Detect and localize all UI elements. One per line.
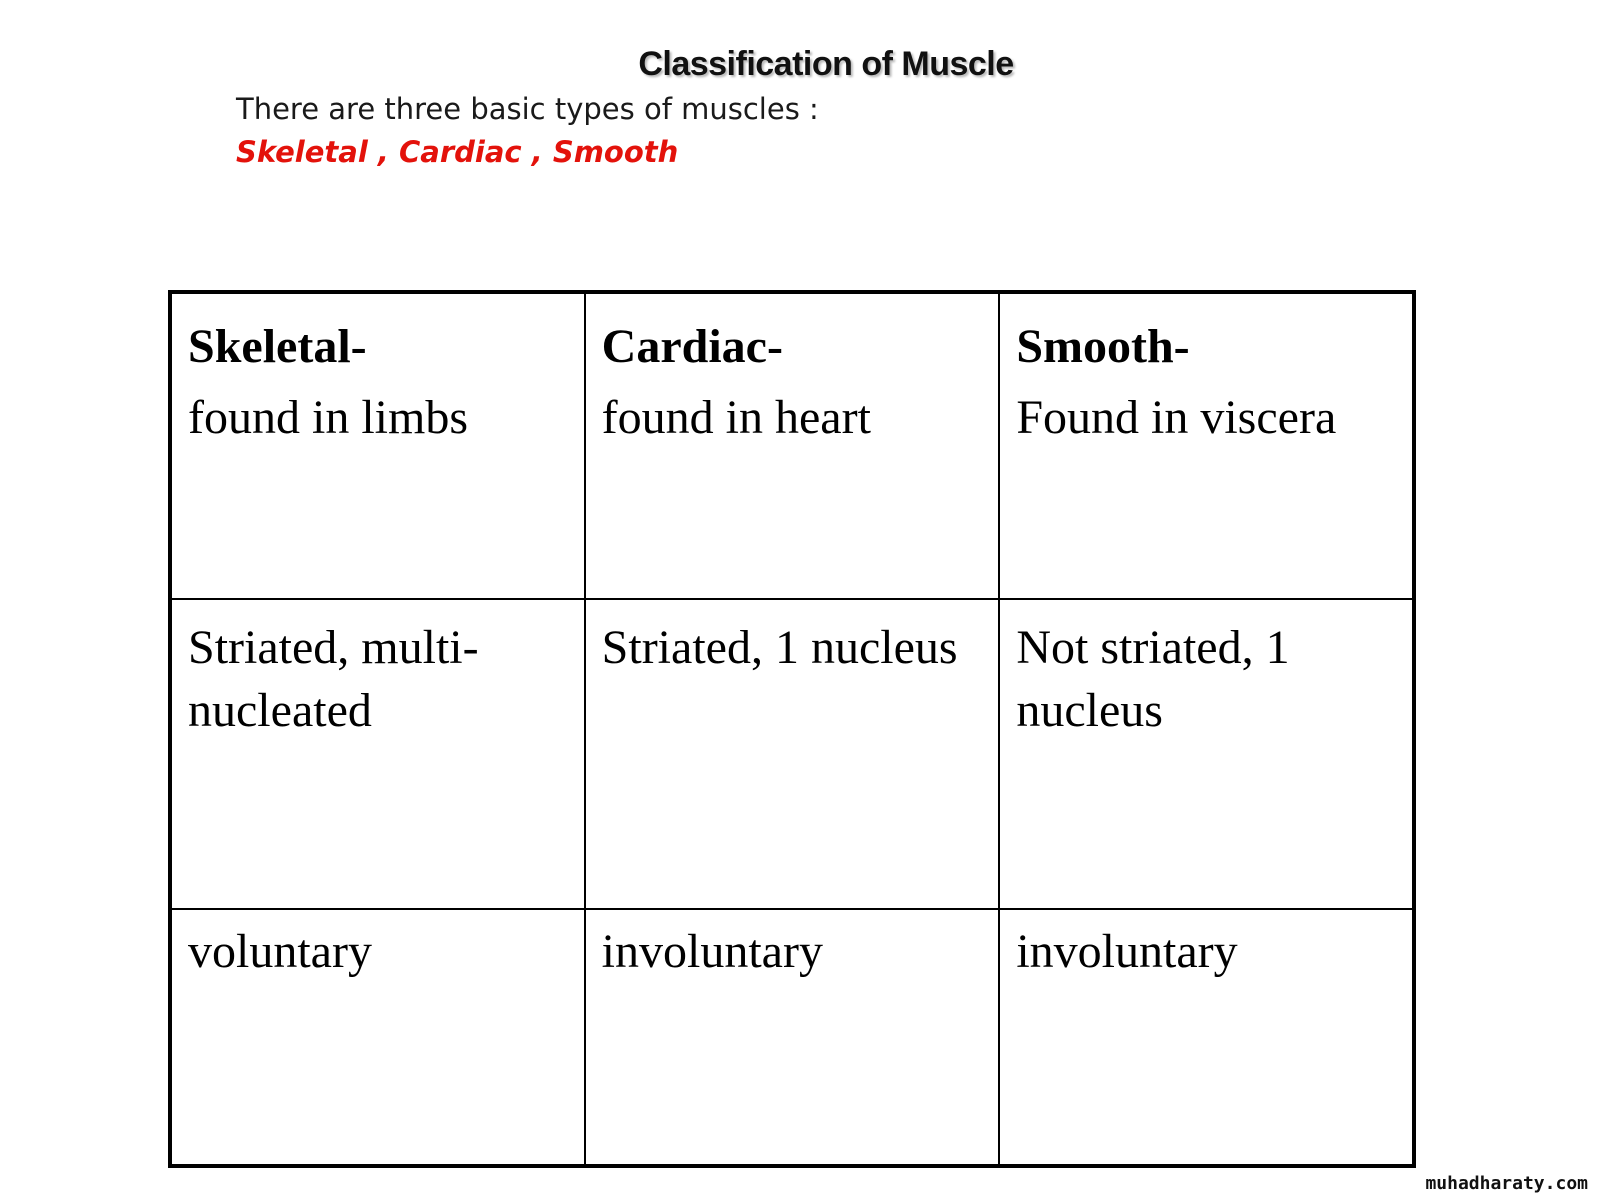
table-cell-skeletal-location [170, 292, 585, 599]
watermark: muhadharaty.com [1425, 1173, 1588, 1194]
cell-heading-skeletal: Skeletal- [188, 320, 367, 373]
table-cell-smooth-structure: Not striated, 1 nucleus [999, 599, 1414, 909]
muscle-classification-table [168, 290, 1416, 1168]
muscle-types-list: Skeletal , Cardiac , Smooth [236, 135, 679, 169]
cell-text-cardiac-location: found in heart [601, 391, 871, 444]
cell-heading-cardiac: Cardiac- [601, 320, 783, 373]
table-row-location [170, 292, 1414, 599]
slide-title: Classification of Muscle [638, 45, 1014, 83]
intro-text: There are three basic types of muscles : [236, 92, 819, 126]
table-cell-cardiac-control: involuntary [585, 909, 1000, 1166]
table-row-control [170, 909, 1414, 1166]
table-cell-cardiac-structure: Striated, 1 nucleus [585, 599, 1000, 909]
cell-heading-smooth: Smooth- [1016, 320, 1190, 373]
table-cell-smooth-location [999, 292, 1414, 599]
table-cell-smooth-control: involuntary [999, 909, 1414, 1166]
intro-block [236, 88, 819, 174]
cell-text-smooth-location: Found in viscera [1016, 391, 1337, 444]
cell-text-skeletal-location: found in limbs [188, 391, 469, 444]
table-cell-cardiac-location [585, 292, 1000, 599]
table-row-structure [170, 599, 1414, 909]
table-cell-skeletal-structure: Striated, multi-nucleated [170, 599, 585, 909]
table-cell-skeletal-control: voluntary [170, 909, 585, 1166]
